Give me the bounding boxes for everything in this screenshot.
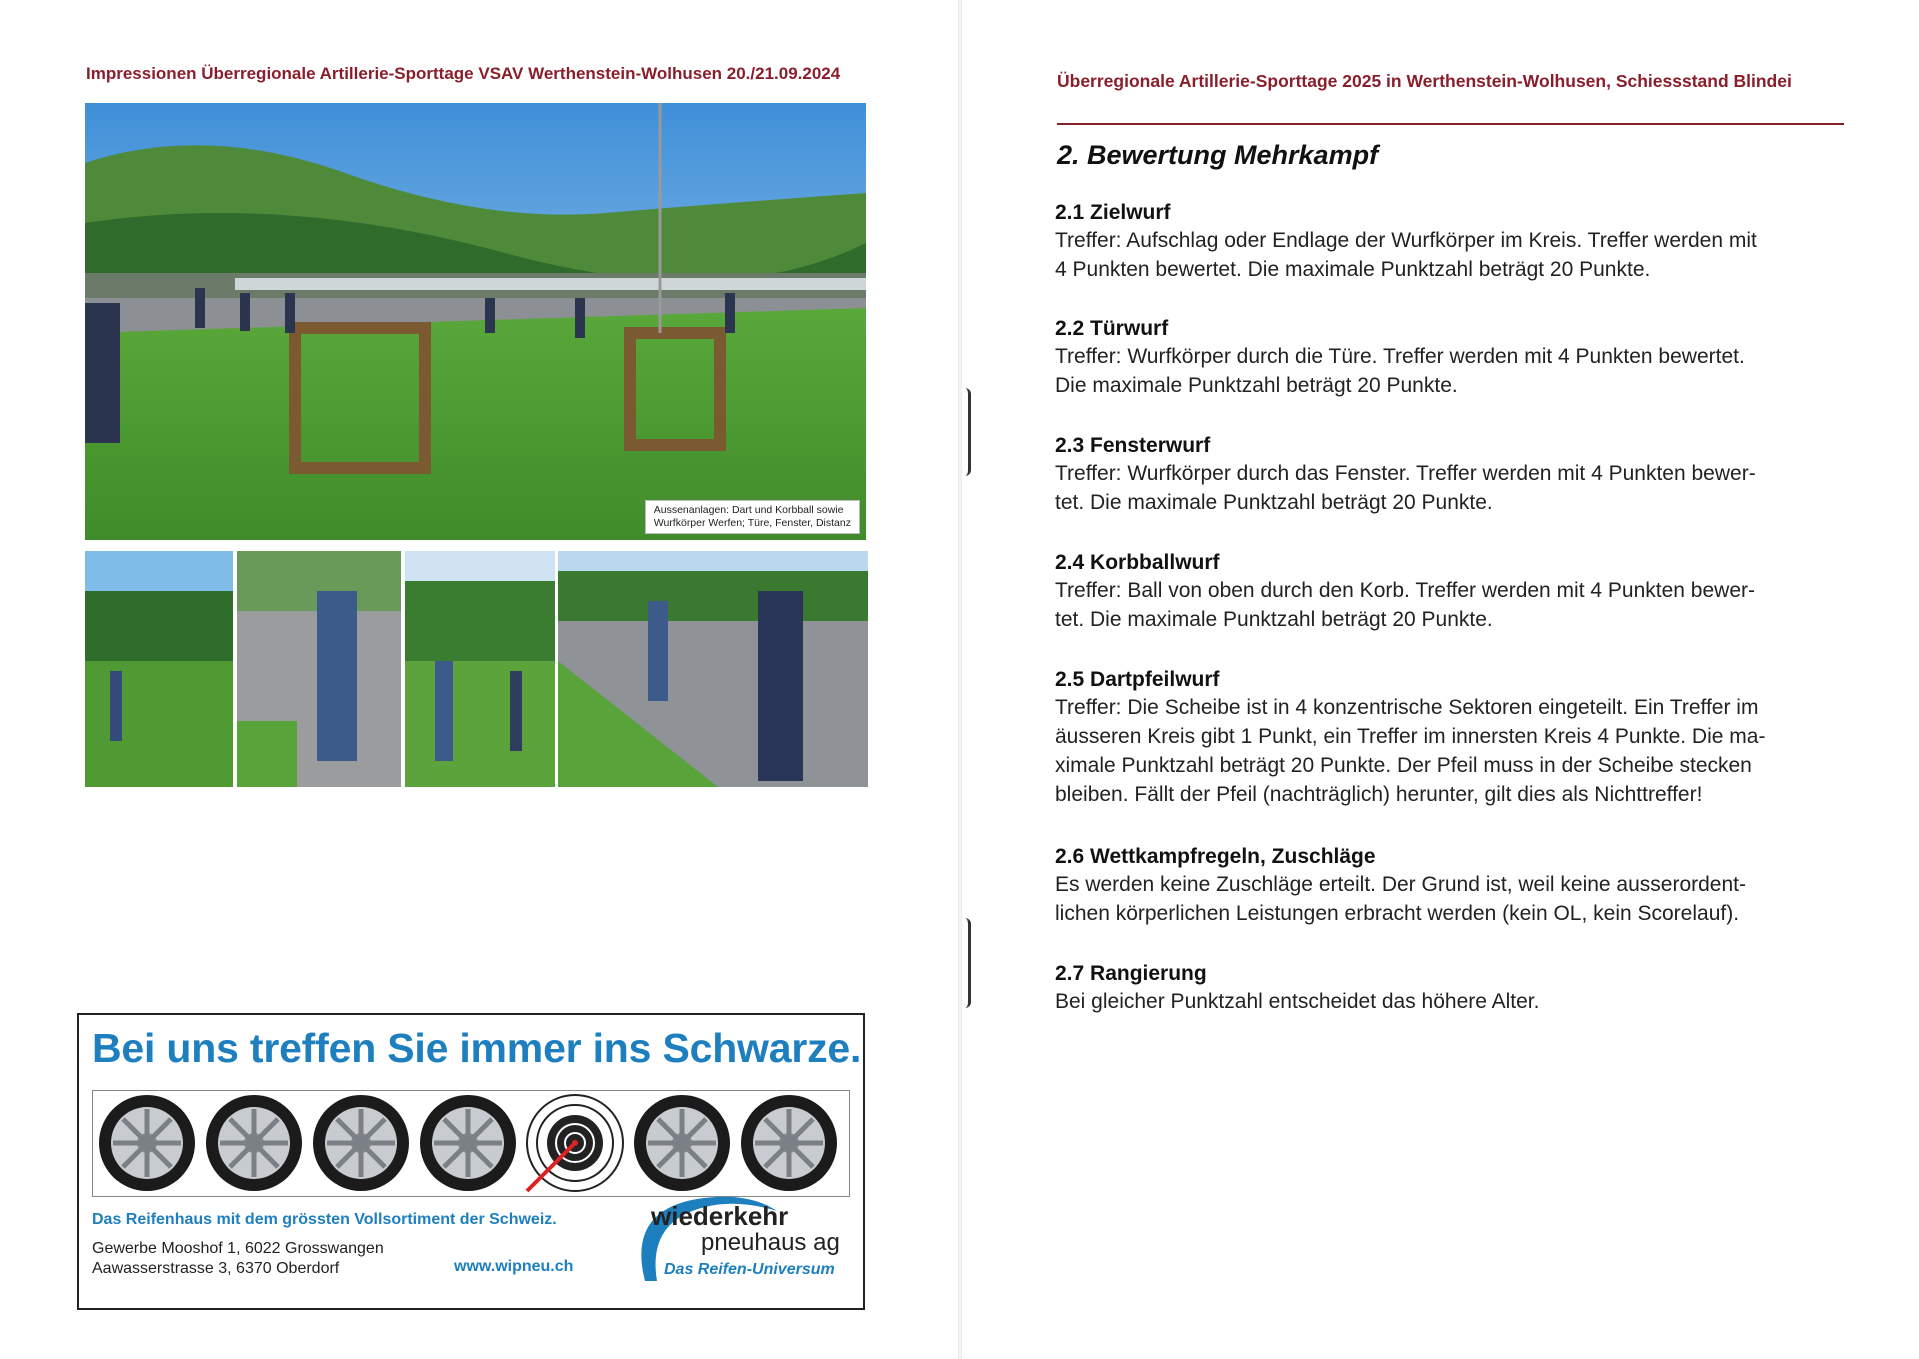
rule-line: Treffer: Ball von oben durch den Korb. Treffer werden mit 4 Punkten bewer-: [1055, 579, 1755, 602]
small-photo-3: [405, 551, 555, 787]
ad-tagline: Das Reifenhaus mit dem grössten Vollsortiment der Schweiz.: [92, 1211, 557, 1228]
rule-line: Treffer: Die Scheibe ist in 4 konzentrische Sektoren eingeteilt. Ein Treffer im: [1055, 696, 1759, 719]
ad-address: Gewerbe Mooshof 1, 6022 Grosswangen Aawasserstrasse 3, 6370 Oberdorf: [92, 1240, 384, 1277]
rule-item-2-3: [1055, 432, 1850, 517]
rule-line: bleiben. Fällt der Pfeil (nachträglich) herunter, gilt dies als Nichttreffer!: [1055, 783, 1703, 806]
rule-title: 2.1 Zielwurf: [1055, 201, 1171, 224]
ad-website-link[interactable]: www.wipneu.ch: [454, 1258, 574, 1275]
tire-shop-ad: [77, 1013, 865, 1310]
rule-line: ximale Punktzahl beträgt 20 Punkte. Der Pfeil muss in der Scheibe stecken: [1055, 754, 1752, 777]
rule-title: 2.4 Korbballwurf: [1055, 551, 1220, 574]
rule-line: Bei gleicher Punktzahl entscheidet das höhere Alter.: [1055, 990, 1540, 1013]
rule-line: tet. Die maximale Punktzahl beträgt 20 Punkte.: [1055, 608, 1493, 631]
rule-line: 4 Punkten bewertet. Die maximale Punktzahl beträgt 20 Punkte.: [1055, 258, 1651, 281]
target-icon: [527, 1095, 623, 1191]
staple-top: [963, 388, 971, 476]
right-page-header: Überregionale Artillerie-Sporttage 2025 in Werthenstein-Wolhusen, Schiessstand Blindei: [1057, 71, 1792, 91]
main-photo-caption: Aussenanlagen: Dart und Korbball sowie Wurfkörper Werfen; Türe, Fenster, Distanz: [645, 500, 860, 534]
rule-item-2-5: [1055, 666, 1850, 809]
ad-slogan: Bei uns treffen Sie immer ins Schwarze.: [92, 1025, 862, 1071]
rule-item-2-6: [1055, 843, 1850, 928]
rule-title: 2.5 Dartpfeilwurf: [1055, 668, 1220, 691]
rule-line: Treffer: Wurfkörper durch das Fenster. Treffer werden mit 4 Punkten bewer-: [1055, 462, 1756, 485]
rule-line: lichen körperlichen Leistungen erbracht werden (kein OL, kein Scorelauf).: [1055, 902, 1740, 925]
rule-line: tet. Die maximale Punktzahl beträgt 20 Punkte.: [1055, 491, 1493, 514]
rule-item-2-7: [1055, 960, 1850, 1016]
small-photo-2: [237, 551, 401, 787]
rule-item-2-1: [1055, 199, 1850, 284]
rule-line: Die maximale Punktzahl beträgt 20 Punkte.: [1055, 374, 1458, 397]
rule-line: Treffer: Wurfkörper durch die Türe. Treffer werden mit 4 Punkten bewertet.: [1055, 345, 1745, 368]
rule-item-2-2: [1055, 315, 1850, 400]
left-page-header: Impressionen Überregionale Artillerie-Sporttage VSAV Werthenstein-Wolhusen 20./21.09.2024: [86, 64, 841, 83]
section-title: 2. Bewertung Mehrkampf: [1057, 140, 1379, 170]
rule-title: 2.2 Türwurf: [1055, 317, 1169, 340]
small-photo-1: [85, 551, 233, 787]
small-photo-4: [558, 551, 868, 787]
brand-name: wiederkehr: [651, 1201, 789, 1231]
staple-bottom: [963, 918, 971, 1008]
brand-claim: Das Reifen-Universum: [664, 1261, 835, 1278]
header-rule: [1057, 123, 1844, 125]
rule-line: Es werden keine Zuschläge erteilt. Der Grund ist, weil keine ausserordent-: [1055, 873, 1746, 896]
rule-title: 2.7 Rangierung: [1055, 962, 1207, 985]
brand-subname: pneuhaus ag: [701, 1229, 840, 1256]
rule-item-2-4: [1055, 549, 1850, 634]
main-photo: [85, 103, 866, 540]
rule-title: 2.6 Wettkampfregeln, Zuschläge: [1055, 845, 1376, 868]
rule-line: Treffer: Aufschlag oder Endlage der Wurfkörper im Kreis. Treffer werden mit: [1055, 229, 1757, 252]
rule-title: 2.3 Fensterwurf: [1055, 434, 1211, 457]
rule-line: äusseren Kreis gibt 1 Punkt, ein Treffer im innersten Kreis 4 Punkte. Die ma-: [1055, 725, 1766, 748]
